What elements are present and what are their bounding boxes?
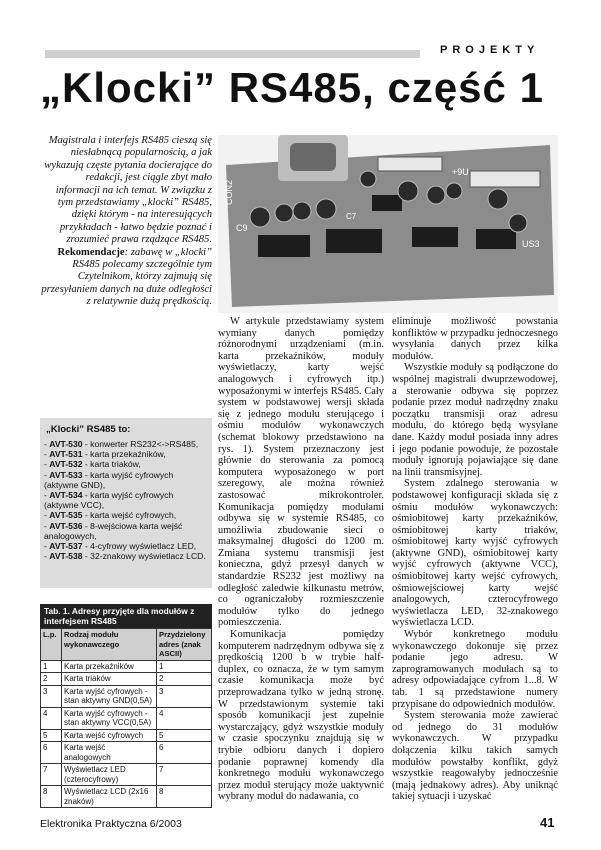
table-cell: Karta triaków <box>62 673 157 686</box>
pcb-label-9v: +9U <box>452 167 469 177</box>
ic-chip <box>372 195 402 211</box>
table-cell: 7 <box>41 764 62 786</box>
table-header: Przydzielony adres (znak ASCII) <box>157 629 212 661</box>
pcb-label-us3: US3 <box>522 239 540 249</box>
article-paragraph: eliminuje możliwość powstania konfliktów w przypadku jednoczesnego wysyłania danych przez kilka modułów. <box>392 316 558 362</box>
section-label: PROJEKTY <box>440 44 540 56</box>
ic-chip <box>412 227 458 247</box>
intro-text <box>40 135 212 309</box>
terminal-block <box>470 171 540 187</box>
terminal-block <box>378 157 442 171</box>
table-row <box>41 764 212 786</box>
series-desc: - 8-wejściowa karta wejść analogowych, <box>44 520 183 541</box>
table-cell: 1 <box>41 660 62 673</box>
table-cell: 3 <box>41 685 62 707</box>
table-row <box>41 660 212 673</box>
table-cell: Wyświetlacz LCD (2x16 znaków) <box>62 786 157 808</box>
series-desc: - karta wejść cyfrowych, <box>82 510 177 521</box>
capacitor <box>360 171 376 187</box>
page-number: 41 <box>540 815 555 830</box>
table-cell: 4 <box>157 707 212 729</box>
table-cell: 2 <box>157 673 212 686</box>
capacitor <box>250 207 270 227</box>
pcb-label-con2: CON2 <box>224 179 234 205</box>
article-paragraph: System zdalnego sterowania w podstawowej konfiguracji składa się z ośmiu modułów wykonawczych: ośmiobitowej karty przekaźników, ośmiobitowej karty triaków, ośmiobitowej karty wyjść cyfrowych (aktywne GND), ośmiobitowej karty wyjść cyfrowych (aktywne VCC), ośmiobitowej karty wejść cyfrowych, ośmiowejściowej karty wejść analogowych, czterocyfrowego wyświetlacza LED, 32-znakowego wyświetlacza LCD. <box>392 478 558 629</box>
series-code: AVT-534 <box>49 490 83 501</box>
table-cell: Karta przekaźników <box>62 660 157 673</box>
article-column-2 <box>392 316 558 803</box>
capacitor <box>446 183 462 199</box>
series-desc: - karta wyjść cyfrowych (aktywne GND), <box>44 469 174 490</box>
article-paragraph: Wszystkie moduły są podłączone do wspólnej magistrali dwuprzewodowej, a sterowanie odbywa się poprzez podanie przez moduł nadrzędny znaku początku transmisji oraz adresu modułu, do którego będą wysyłane dane. Każdy moduł posiada inny adres i jego podanie powoduje, że pozostałe moduły ignorują pojawiające się dane na linii transmisyjnej. <box>392 362 558 478</box>
table-row <box>41 685 212 707</box>
pcb-label-c7: C7 <box>346 212 357 221</box>
table-cell: 1 <box>157 660 212 673</box>
table-cell: 5 <box>41 729 62 742</box>
series-desc: - karta triaków, <box>82 459 141 470</box>
series-item: - AVT-530 - konwerter RS232<->RS485, <box>44 439 199 449</box>
series-item: - AVT-537 - 4-cyfrowy wyświetlacz LED, <box>44 541 197 552</box>
series-code: AVT-537 <box>49 541 83 552</box>
series-code: AVT-536 <box>49 520 83 531</box>
table-cell: 8 <box>157 786 212 808</box>
ic-chip <box>476 229 516 249</box>
table-cell: Karta wejść cyfrowych <box>62 729 157 742</box>
series-item: - AVT-531 - karta przekaźników, <box>44 449 166 460</box>
table-cell: 3 <box>157 685 212 707</box>
table-row <box>41 707 212 729</box>
series-desc: - konwerter RS232<->RS485, <box>82 439 199 449</box>
capacitor <box>293 202 311 220</box>
table-row <box>41 673 212 686</box>
article-paragraph: Komunikacja pomiędzy komputerem nadrzędnym odbywa się z prędkością 1200 b w trybie half-duplex, co oznacza, że w tym samym czasie komunikacja może być przeprowadzana tylko w jedną stronę. W przedstawionym systemie taki sposób komunikacji jest zupełnie wystarczający, gdyż wszystkie moduły w czasie spoczynku znajdują się w trybie odbioru danych i dopiero podanie poprawnej komendy dla konkretnego modułu wykonawczego przez moduł sterujący może uaktywnić wybrany moduł do nadawania, co <box>218 629 384 803</box>
table-cell: Karta wyjść cyfrowych - stan aktywny VCC(0,5A) <box>62 707 157 729</box>
table-1 <box>40 604 212 808</box>
series-desc: - karta wyjść cyfrowych (aktywne VCC), <box>44 490 174 511</box>
article-paragraph: Wybór konkretnego modułu wykonawczego dokonuje się przez podanie jego adresu. W zaprogramowanych modułach są to adresy odpowiadające cyfrom 1...8. W tab. 1 są przedstawione numery przypisane do odpowiednich modułów. <box>392 629 558 710</box>
article-paragraph: System sterowania może zawierać od jednego do 31 modułów wykonawczych. W przypadku dołączenia kilku takich samych modułów powstałby konflikt, gdyż wszystkie reagowałyby jednocześnie (mają jednakowy adres). Aby uniknąć takiej sytuacji i uzyskać <box>392 710 558 803</box>
table-cell: Karta wejść analogowych <box>62 742 157 764</box>
table-cell: 2 <box>41 673 62 686</box>
table-cell: Karta wyjść cyfrowych - stan aktywny GND(0,5A) <box>62 685 157 707</box>
table-header: L.p. <box>41 629 62 661</box>
table-row <box>41 742 212 764</box>
reco-label: Rekomendacje <box>57 246 125 258</box>
table-cell: 7 <box>157 764 212 786</box>
series-item: - AVT-532 - karta triaków, <box>44 459 141 470</box>
pcb-label-c9: C9 <box>236 223 248 233</box>
table-row <box>41 729 212 742</box>
series-desc: - 4-cyfrowy wyświetlacz LED, <box>82 541 197 552</box>
series-item: - AVT-538 - 32-znakowy wyświetlacz LCD. <box>44 551 206 562</box>
series-title: „Klocki” RS485 to: <box>46 424 131 435</box>
table-header: Rodzaj modułu wykonawczego <box>62 629 157 661</box>
series-item: - AVT-535 - karta wejść cyfrowych, <box>44 510 177 521</box>
table-cell: 6 <box>41 742 62 764</box>
article-paragraph: W artykule przedstawiamy system wymiany danych pomiędzy różnorodnymi urządzeniami (m.in. karta przekaźników, moduły wyświetlaczy, karty wejść analogowych i cyfrowych itp.) wyposażonymi w interfejs RS485. Cały system w podstawowej wersji składa się z jednego modułu sterującego i ośmiu modułów wykonawczych (schemat blokowy przedstawiono na rys. 1). System przeznaczony jest głównie do sterowania za pomocą komputera wyposażonego w port szeregowy, ale można również zastosować mikrokontroler. Komunikacja pomiędzy modułami odbywa się w systemie RS485, co umożliwia zbudowanie sieci o maksymalnej długości do 1200 m. Zmiana systemu transmisji jest konieczna, gdyż przesył danych w standardzie RS232 jest możliwy na odległość zaledwie kilkunastu metrów, co ograniczałoby rozmieszczenie modułów tylko do jednego pomieszczenia. <box>218 316 384 629</box>
series-item: - AVT-534 - karta wyjść cyfrowych (aktywne VCC), <box>44 490 174 511</box>
series-code: AVT-533 <box>49 469 83 480</box>
header-bar <box>45 50 420 58</box>
ic-chip <box>258 235 310 257</box>
table-row <box>41 786 212 808</box>
series-desc: - 32-znakowy wyświetlacz LCD. <box>82 551 206 562</box>
series-item: - AVT-533 - karta wyjść cyfrowych (aktywne GND), <box>44 469 174 490</box>
intro-paragraph: Magistrala i interfejs RS485 cieszą się niesłabnącą popularnością, a jak wykazują częste pytania docierające do redakcji, jest ciągle zbyt mało informacji na ich temat. W związku z tym przedstawiamy „klocki” RS485, dzięki którym - na interesujących przykładach - łatwo będzie poznać i zrozumieć prawa rządzące RS485. <box>44 135 212 246</box>
series-desc: - karta przekaźników, <box>82 449 166 460</box>
capacitor <box>275 204 293 222</box>
capacitor <box>509 214 527 232</box>
table-cell: 4 <box>41 707 62 729</box>
capacitor <box>316 199 336 219</box>
series-list <box>44 439 210 561</box>
capacitor <box>427 186 445 204</box>
table-caption: Tab. 1. Adresy przyjęte dla modułów z interfejsem RS485 <box>40 604 212 628</box>
page-title: „Klocki” RS485, część 1 <box>40 64 544 111</box>
ic-chip <box>326 229 382 253</box>
table-cell: 5 <box>157 729 212 742</box>
series-code: AVT-531 <box>49 449 83 460</box>
pcb-photo <box>218 135 558 313</box>
series-code: AVT-538 <box>49 551 83 562</box>
capacitor <box>398 181 418 201</box>
series-box <box>40 418 212 588</box>
table-cell: Wyświetlacz LED (czterocyfrowy) <box>62 764 157 786</box>
article-column-1 <box>218 316 384 803</box>
table-cell: 6 <box>157 742 212 764</box>
series-code: AVT-535 <box>49 510 83 521</box>
table-cell: 8 <box>41 786 62 808</box>
series-item: - AVT-536 - 8-wejściowa karta wejść analogowych, <box>44 520 183 541</box>
journal-footer: Elektronika Praktyczna 6/2003 <box>40 818 182 830</box>
capacitor <box>488 189 508 209</box>
series-code: AVT-530 <box>49 439 83 449</box>
reco-text: : zabawę w „klocki” RS485 polecamy szczególnie tym Czytelnikom, którzy zajmują się przesyłaniem danych na duże odległości z relatywnie dużą prędkością. <box>41 246 212 308</box>
series-code: AVT-532 <box>49 459 83 470</box>
